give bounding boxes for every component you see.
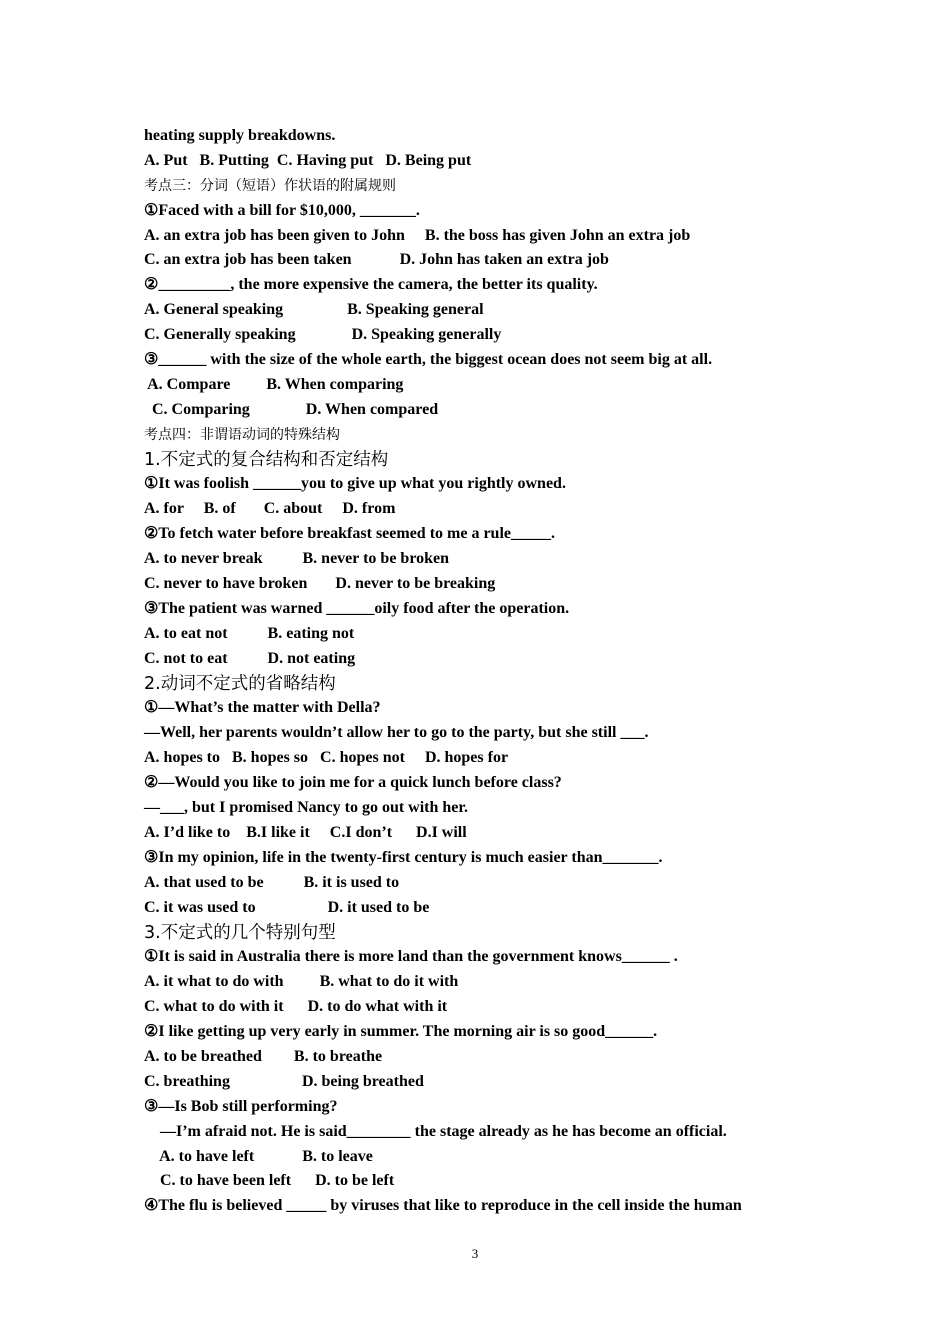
text-line: ③______ with the size of the whole earth, the biggest ocean does not seem big at all. bbox=[144, 351, 713, 369]
section-heading: 1.不定式的复合结构和否定结构 bbox=[144, 449, 389, 470]
text-line: A. General speaking B. Speaking general bbox=[144, 301, 484, 319]
text-line: ①It was foolish ______you to give up what you rightly owned. bbox=[144, 475, 566, 493]
text-line: ②To fetch water before breakfast seemed to me a rule_____. bbox=[144, 525, 555, 543]
text-line: A. to never break B. never to be broken bbox=[144, 550, 450, 568]
text-line: A. hopes to B. hopes so C. hopes not D. hopes for bbox=[144, 749, 509, 767]
text-line: A. to have left B. to leave bbox=[144, 1147, 373, 1165]
text-line: C. to have been left D. to be left bbox=[144, 1172, 395, 1190]
document-body bbox=[144, 124, 824, 1219]
text-line: C. an extra job has been taken D. John has taken an extra job bbox=[144, 251, 609, 269]
text-line: A. for B. of C. about D. from bbox=[144, 500, 396, 518]
text-line: C. what to do with it D. to do what with it bbox=[144, 998, 448, 1016]
text-line: ①—What’s the matter with Della? bbox=[144, 699, 381, 717]
text-line: C. not to eat D. not eating bbox=[144, 649, 356, 667]
section-heading: 2.动词不定式的省略结构 bbox=[144, 673, 336, 694]
text-line: ③In my opinion, life in the twenty-first century is much easier than_______. bbox=[144, 848, 663, 866]
section-heading: 3.不定式的几个特别句型 bbox=[144, 922, 336, 943]
text-line: ①It is said in Australia there is more land than the government knows______ . bbox=[144, 948, 678, 966]
text-line: A. Put B. Putting C. Having put D. Being put bbox=[144, 151, 472, 169]
section-heading: 考点三：分词（短语）作状语的附属规则 bbox=[144, 177, 396, 194]
text-line: A. that used to be B. it is used to bbox=[144, 873, 400, 891]
page-number: 3 bbox=[471, 1246, 479, 1261]
text-line: C. breathing D. being breathed bbox=[144, 1072, 424, 1090]
text-line: C. Generally speaking D. Speaking generally bbox=[144, 326, 502, 344]
text-line: ①Faced with a bill for $10,000, _______. bbox=[144, 201, 420, 219]
text-line: C. never to have broken D. never to be breaking bbox=[144, 575, 496, 593]
text-line: —I’m afraid not. He is said________ the stage already as he has become an official. bbox=[144, 1122, 727, 1140]
text-line: A. to be breathed B. to breathe bbox=[144, 1047, 383, 1065]
text-line: C. Comparing D. When compared bbox=[144, 400, 439, 418]
text-line: ②—Would you like to join me for a quick lunch before class? bbox=[144, 774, 562, 792]
text-line: A. to eat not B. eating not bbox=[144, 624, 355, 642]
text-line: —Well, her parents wouldn’t allow her to go to the party, but she still ___. bbox=[144, 724, 649, 742]
text-line: ④The flu is believed _____ by viruses that like to reproduce in the cell inside the human bbox=[144, 1197, 742, 1215]
section-heading: 考点四：非谓语动词的特殊结构 bbox=[144, 426, 340, 443]
text-line: heating supply breakdowns. bbox=[144, 127, 336, 144]
text-line: ③—Is Bob still performing? bbox=[144, 1097, 338, 1115]
text-line: ②_________, the more expensive the camera, the better its quality. bbox=[144, 276, 598, 294]
text-line: ②I like getting up very early in summer. The morning air is so good______. bbox=[144, 1023, 658, 1041]
text-line: A. an extra job has been given to John B. the boss has given John an extra job bbox=[144, 226, 691, 244]
text-line: ③The patient was warned ______oily food after the operation. bbox=[144, 599, 570, 617]
text-line: A. Compare B. When comparing bbox=[144, 375, 404, 393]
text-line: A. it what to do with B. what to do it with bbox=[144, 973, 459, 991]
text-line: C. it was used to D. it used to be bbox=[144, 898, 430, 916]
text-line: —___, but I promised Nancy to go out with her. bbox=[144, 799, 469, 817]
text-line: A. I’d like to B.I like it C.I don’t D.I will bbox=[144, 823, 467, 841]
